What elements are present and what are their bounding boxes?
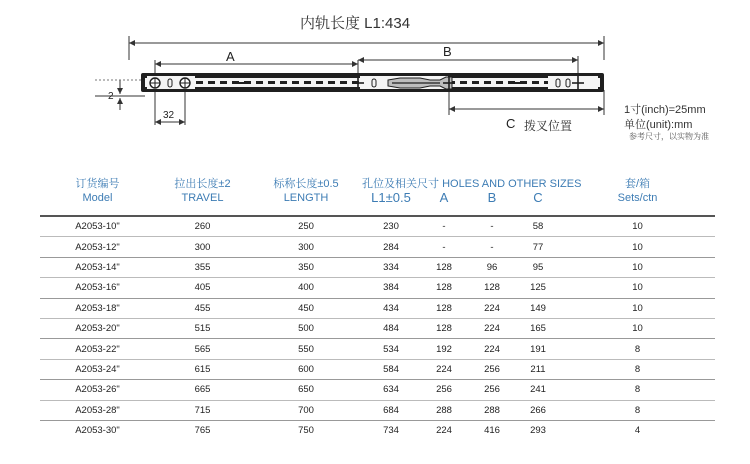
- cell-l1: 434: [362, 298, 420, 318]
- cell-l1: 334: [362, 257, 420, 277]
- cell-travel: 665: [155, 380, 250, 400]
- cell-length: 600: [250, 359, 362, 379]
- cell-b: 224: [468, 339, 516, 359]
- cell-a: 224: [420, 359, 468, 379]
- drawing-title: 内轨长度 L1:434: [300, 15, 411, 32]
- cell-sets: 10: [560, 216, 715, 237]
- cell-sets: 8: [560, 380, 715, 400]
- table-body: [40, 216, 715, 440]
- dimension-b-label: B: [443, 44, 452, 59]
- cell-b: -: [468, 237, 516, 257]
- cell-travel: 455: [155, 298, 250, 318]
- cell-l1: 484: [362, 318, 420, 338]
- cell-b: 256: [468, 380, 516, 400]
- unit-inch-note: 1寸(inch)=25mm: [624, 104, 706, 116]
- cell-model: A2053-30": [75, 425, 120, 437]
- cell-sets: 8: [560, 400, 715, 420]
- cell-a: 288: [420, 400, 468, 420]
- cell-travel: 715: [155, 400, 250, 420]
- header-model: 订货编号 Model: [40, 175, 155, 216]
- cell-c: 211: [516, 359, 560, 379]
- table-row: [40, 257, 715, 277]
- cell-model: A2053-26": [40, 380, 155, 400]
- cell-l1: 534: [362, 339, 420, 359]
- cell-l1: 284: [362, 237, 420, 257]
- table-row: [40, 339, 715, 359]
- header-l1: 孔位及相关尺寸 HOLES AND OTHER SIZES L1±0.5: [362, 175, 420, 216]
- fork-latch: [388, 77, 452, 89]
- header-sets: 套/箱 Sets/ctn: [560, 175, 715, 216]
- header-travel: 拉出长度±2 TRAVEL: [155, 175, 250, 216]
- cell-length: 250: [250, 216, 362, 237]
- header-c: C: [516, 175, 560, 216]
- cell-travel: 515: [155, 318, 250, 338]
- cell-length: 300: [250, 237, 362, 257]
- cell-b: -: [468, 216, 516, 237]
- cell-b: 256: [468, 359, 516, 379]
- table-row: [40, 400, 715, 420]
- cell-model: A2053-12": [40, 237, 155, 257]
- cell-a: 256: [420, 380, 468, 400]
- cell-length: 350: [250, 257, 362, 277]
- dimension-2-label: 2: [108, 91, 114, 102]
- cell-a: 128: [420, 278, 468, 298]
- table-row: [40, 380, 715, 400]
- spec-table: [40, 175, 715, 440]
- cell-c: 241: [516, 380, 560, 400]
- cell-c: 77: [516, 237, 560, 257]
- cell-model: A2053-16": [40, 278, 155, 298]
- cell-c: 191: [516, 339, 560, 359]
- table-row: [40, 359, 715, 379]
- cell-model: A2053-18": [40, 298, 155, 318]
- cell-b: 288: [468, 400, 516, 420]
- unit-mm-note: 单位(unit):mm: [624, 119, 693, 131]
- dimension-c-label: C: [506, 116, 516, 131]
- cell-sets: 10: [560, 298, 715, 318]
- cell-l1: 734: [383, 425, 399, 437]
- cell-sets: 10: [560, 257, 715, 277]
- cell-a: 128: [420, 318, 468, 338]
- cell-length: 700: [250, 400, 362, 420]
- cell-a: 128: [420, 257, 468, 277]
- cell-length: 400: [250, 278, 362, 298]
- table-row: [40, 318, 715, 338]
- cell-travel: 355: [155, 257, 250, 277]
- table-row: [40, 278, 715, 298]
- cell-length: 650: [250, 380, 362, 400]
- cell-model: A2053-20": [40, 318, 155, 338]
- cell-a: -: [420, 237, 468, 257]
- cell-travel: 765: [194, 425, 211, 437]
- cell-a: 192: [420, 339, 468, 359]
- cell-length: 750: [298, 425, 314, 437]
- cell-sets: 4: [634, 425, 641, 437]
- header-a: A: [420, 175, 468, 216]
- cell-travel: 260: [155, 216, 250, 237]
- cell-model: A2053-10": [40, 216, 155, 237]
- cell-sets: 10: [560, 318, 715, 338]
- cell-c: 58: [516, 216, 560, 237]
- cell-travel: 300: [155, 237, 250, 257]
- cell-l1: 634: [362, 380, 420, 400]
- cell-b: 224: [468, 318, 516, 338]
- fork-position-label: 拨叉位置: [524, 119, 573, 133]
- cell-l1: 584: [362, 359, 420, 379]
- cell-b: 416: [484, 425, 500, 437]
- header-b: B: [468, 175, 516, 216]
- table-row: [40, 420, 715, 440]
- cell-model: A2053-22": [40, 339, 155, 359]
- cell-travel: 405: [155, 278, 250, 298]
- cell-l1: 384: [362, 278, 420, 298]
- table-header-row: [40, 175, 715, 216]
- cell-travel: 615: [155, 359, 250, 379]
- dimension-a-label: A: [226, 49, 235, 64]
- cell-a: -: [420, 216, 468, 237]
- cell-a: 224: [436, 425, 452, 437]
- cell-length: 450: [250, 298, 362, 318]
- cell-c: 293: [530, 425, 546, 437]
- dimension-32-label: 32: [163, 110, 175, 121]
- cell-l1: 684: [362, 400, 420, 420]
- header-holes-en: HOLES AND OTHER SIZES: [442, 178, 582, 190]
- reference-size-note: 参考尺寸，以实物为准: [629, 132, 709, 141]
- cell-sets: 8: [560, 339, 715, 359]
- cell-model: A2053-24": [40, 359, 155, 379]
- cell-c: 165: [516, 318, 560, 338]
- table-row: [40, 298, 715, 318]
- rail-body: [141, 73, 604, 92]
- cell-sets: 10: [560, 237, 715, 257]
- header-length: 标称长度±0.5 LENGTH: [250, 175, 362, 216]
- cell-b: 96: [468, 257, 516, 277]
- cell-b: 224: [468, 298, 516, 318]
- table-row: [40, 237, 715, 257]
- cell-a: 128: [420, 298, 468, 318]
- cell-l1: 230: [362, 216, 420, 237]
- cell-c: 95: [516, 257, 560, 277]
- cell-length: 550: [250, 339, 362, 359]
- cell-sets: 8: [560, 359, 715, 379]
- cell-c: 149: [516, 298, 560, 318]
- cell-sets: 10: [560, 278, 715, 298]
- cell-c: 266: [516, 400, 560, 420]
- cell-length: 500: [250, 318, 362, 338]
- cell-model: A2053-28": [40, 400, 155, 420]
- cell-b: 128: [468, 278, 516, 298]
- cell-c: 125: [516, 278, 560, 298]
- cell-model: A2053-14": [40, 257, 155, 277]
- table-row: [40, 216, 715, 237]
- cell-travel: 565: [155, 339, 250, 359]
